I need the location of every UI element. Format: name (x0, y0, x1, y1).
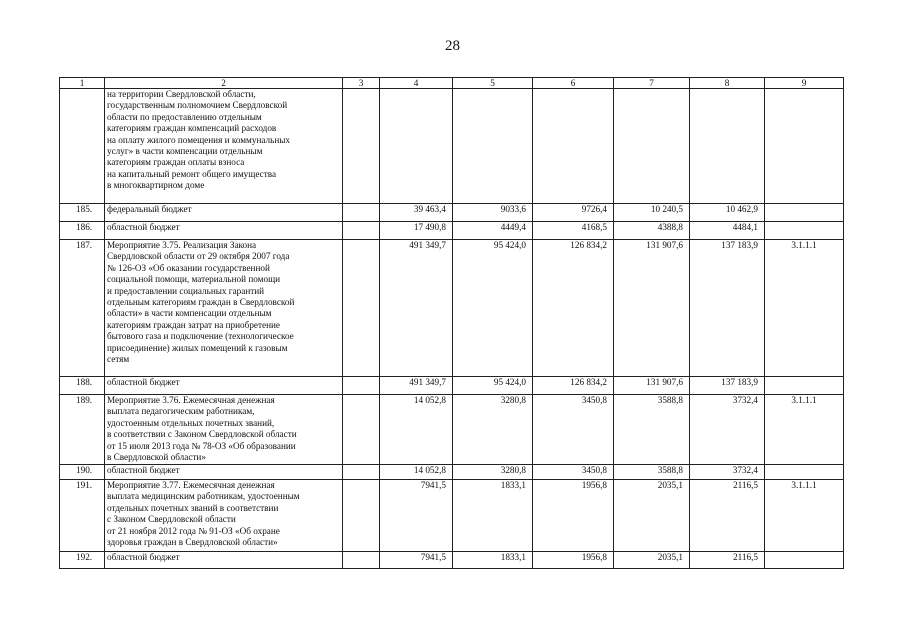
row-description: областной бюджет (105, 377, 343, 395)
row-number: 185. (60, 204, 105, 222)
cell-target-code (765, 89, 844, 204)
row-description: Мероприятие 3.76. Ежемесячная денежная выплата педагогическим работникам, удостоенным отдельных почетных званий, в соответствии с Законом Свердловской области от 15 июля 2013 года № 78-ОЗ «Об образовании в Свердловской области» (105, 395, 343, 465)
cell-col3 (343, 465, 380, 480)
cell-col7: 4388,8 (614, 222, 690, 240)
cell-col5: 95 424,0 (453, 240, 533, 377)
column-header: 7 (614, 78, 690, 89)
column-header: 3 (343, 78, 380, 89)
cell-col8: 4484,1 (690, 222, 765, 240)
table-row (60, 222, 844, 240)
cell-col6: 3450,8 (533, 395, 614, 465)
cell-col7: 131 907,6 (614, 240, 690, 377)
cell-col5: 95 424,0 (453, 377, 533, 395)
cell-col3 (343, 552, 380, 569)
column-header: 9 (765, 78, 844, 89)
cell-col5: 1833,1 (453, 552, 533, 569)
cell-total: 39 463,4 (380, 204, 453, 222)
cell-target-code: 3.1.1.1 (765, 480, 844, 552)
cell-col7: 3588,8 (614, 465, 690, 480)
cell-col7: 2035,1 (614, 552, 690, 569)
table-row (60, 465, 844, 480)
cell-col6: 126 834,2 (533, 240, 614, 377)
row-description: Мероприятие 3.75. Реализация Закона Свердловской области от 29 октября 2007 года № 126-ОЗ «Об оказании государственной социальной помощи, материальной помощи и предоставлении социальных гарантий отдельным категориям граждан в Свердловской области» в части компенсации отдельным категориям граждан затрат на приобретение бытового газа и подключение (технологическое присоединение) жилых помещений к газовым сетям (105, 240, 343, 377)
cell-col6: 3450,8 (533, 465, 614, 480)
cell-col3 (343, 204, 380, 222)
table-row (60, 480, 844, 552)
cell-total: 7941,5 (380, 552, 453, 569)
cell-col3 (343, 377, 380, 395)
cell-target-code (765, 552, 844, 569)
cell-col3 (343, 480, 380, 552)
table-row (60, 377, 844, 395)
column-header: 2 (105, 78, 343, 89)
cell-total: 491 349,7 (380, 240, 453, 377)
cell-col5: 4449,4 (453, 222, 533, 240)
cell-target-code (765, 204, 844, 222)
table-row (60, 552, 844, 569)
cell-total: 14 052,8 (380, 465, 453, 480)
header-row (60, 78, 844, 89)
column-header: 6 (533, 78, 614, 89)
cell-total (380, 89, 453, 204)
cell-col7: 131 907,6 (614, 377, 690, 395)
cell-col6: 9726,4 (533, 204, 614, 222)
cell-total: 17 490,8 (380, 222, 453, 240)
cell-col5: 1833,1 (453, 480, 533, 552)
column-header: 4 (380, 78, 453, 89)
row-number: 191. (60, 480, 105, 552)
cell-col3 (343, 240, 380, 377)
cell-target-code: 3.1.1.1 (765, 240, 844, 377)
row-number: 190. (60, 465, 105, 480)
cell-col7 (614, 89, 690, 204)
row-description: областной бюджет (105, 222, 343, 240)
cell-col6: 4168,5 (533, 222, 614, 240)
cell-col8: 10 462,9 (690, 204, 765, 222)
row-number: 189. (60, 395, 105, 465)
row-description: областной бюджет (105, 552, 343, 569)
cell-col8: 2116,5 (690, 480, 765, 552)
budget-table (59, 77, 844, 569)
cell-col5: 9033,6 (453, 204, 533, 222)
cell-col8: 137 183,9 (690, 240, 765, 377)
cell-col8: 137 183,9 (690, 377, 765, 395)
table-row (60, 240, 844, 377)
table-row (60, 204, 844, 222)
table-row (60, 89, 844, 204)
cell-col7: 2035,1 (614, 480, 690, 552)
cell-col8: 3732,4 (690, 395, 765, 465)
cell-total: 7941,5 (380, 480, 453, 552)
cell-total: 491 349,7 (380, 377, 453, 395)
cell-target-code (765, 465, 844, 480)
row-number: 186. (60, 222, 105, 240)
row-description: на территории Свердловской области, государственным полномочием Свердловской области по предоставлению отдельным категориям граждан компенсаций расходов на оплату жилого помещения и коммунальных услуг» в части компенсации отдельным категориям граждан оплаты взноса на капитальный ремонт общего имущества в многоквартирном доме (105, 89, 343, 204)
row-description: Мероприятие 3.77. Ежемесячная денежная выплата медицинским работникам, удостоенным отдельных почетных званий в соответствии с Законом Свердловской области от 21 ноября 2012 года № 91-ОЗ «Об охране здоровья граждан в Свердловской области» (105, 480, 343, 552)
cell-col3 (343, 89, 380, 204)
cell-col6 (533, 89, 614, 204)
row-number: 192. (60, 552, 105, 569)
row-description: областной бюджет (105, 465, 343, 480)
column-header: 5 (453, 78, 533, 89)
row-number: 187. (60, 240, 105, 377)
cell-col3 (343, 395, 380, 465)
cell-col5: 3280,8 (453, 395, 533, 465)
cell-col3 (343, 222, 380, 240)
table-row (60, 395, 844, 465)
column-header: 8 (690, 78, 765, 89)
row-number: 188. (60, 377, 105, 395)
cell-target-code (765, 377, 844, 395)
row-number (60, 89, 105, 204)
cell-target-code: 3.1.1.1 (765, 395, 844, 465)
cell-col7: 10 240,5 (614, 204, 690, 222)
cell-col6: 1956,8 (533, 552, 614, 569)
cell-col6: 1956,8 (533, 480, 614, 552)
cell-total: 14 052,8 (380, 395, 453, 465)
cell-col7: 3588,8 (614, 395, 690, 465)
cell-col8 (690, 89, 765, 204)
cell-col6: 126 834,2 (533, 377, 614, 395)
cell-col8: 3732,4 (690, 465, 765, 480)
column-header: 1 (60, 78, 105, 89)
cell-col5: 3280,8 (453, 465, 533, 480)
row-description: федеральный бюджет (105, 204, 343, 222)
cell-target-code (765, 222, 844, 240)
cell-col8: 2116,5 (690, 552, 765, 569)
page-number: 28 (445, 38, 460, 54)
cell-col5 (453, 89, 533, 204)
